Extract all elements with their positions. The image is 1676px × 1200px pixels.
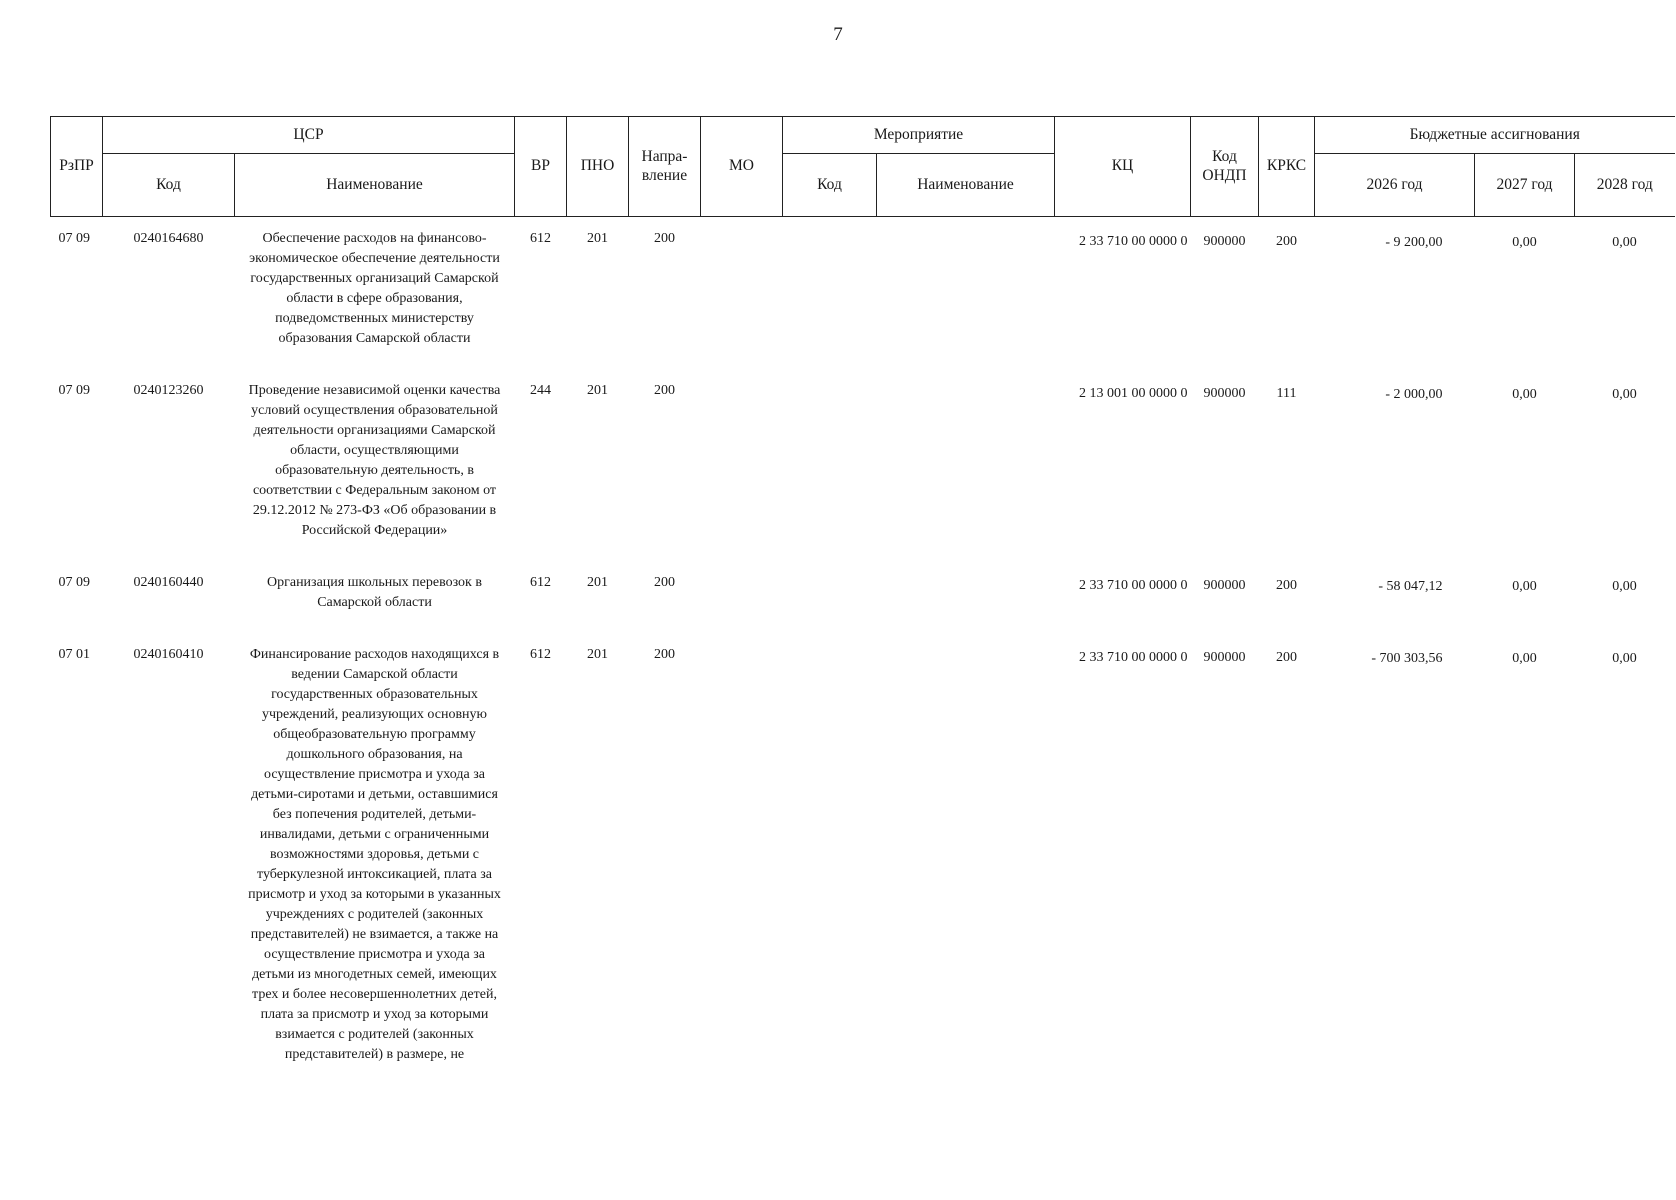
cell-amount-2026: - 58 047,12: [1378, 579, 1443, 594]
cell-pno: 201: [587, 383, 608, 398]
cell-amount-2027: 0,00: [1512, 235, 1537, 250]
cell-ondp: 900000: [1203, 234, 1246, 249]
cell-rzpr: 07 09: [58, 575, 90, 590]
cell-mo: [701, 633, 783, 1065]
cell-csr-code: 0240123260: [133, 383, 204, 398]
header-event-name: Наименование: [877, 154, 1055, 217]
cell-csr-name: Организация школьных перевозок в Самарской области: [267, 575, 482, 610]
cell-csr-name: Обеспечение расходов на финансово-экономическое обеспечение деятельности государственных организаций Самарской области в сфере образования, подведомственных министерству образования Самарской области: [249, 231, 500, 346]
cell-direction: 200: [654, 231, 675, 246]
cell-krks: 111: [1276, 386, 1297, 401]
header-direction: Напра-вление: [629, 117, 701, 217]
cell-csr-code: 0240160410: [133, 647, 204, 662]
cell-event-code: [783, 369, 877, 541]
cell-direction: 200: [654, 647, 675, 662]
header-year-2026: 2026 год: [1315, 154, 1475, 217]
cell-event-code: [783, 561, 877, 613]
cell-amount-2026: - 2 000,00: [1385, 387, 1443, 402]
cell-event-code: [783, 217, 877, 350]
cell-direction: 200: [654, 383, 675, 398]
cell-amount-2028: 0,00: [1612, 387, 1637, 402]
cell-vr: 612: [530, 647, 551, 662]
header-event: Мероприятие: [783, 117, 1055, 154]
cell-mo: [701, 217, 783, 350]
header-csr-code: Код: [103, 154, 235, 217]
cell-kc: 2 33 710 00 0000 0: [1079, 234, 1188, 249]
cell-ondp: 900000: [1203, 578, 1246, 593]
table-row: [51, 217, 1675, 350]
cell-mo: [701, 561, 783, 613]
table-body: [51, 217, 1675, 1066]
cell-event-name: [877, 633, 1055, 1065]
table-header: [51, 117, 1675, 217]
cell-kc: 2 13 001 00 0000 0: [1079, 386, 1188, 401]
cell-kc: 2 33 710 00 0000 0: [1079, 650, 1188, 665]
cell-rzpr: 07 09: [58, 383, 90, 398]
cell-rzpr: 07 01: [58, 647, 90, 662]
header-ondp: Код ОНДП: [1191, 117, 1259, 217]
header-csr: ЦСР: [103, 117, 515, 154]
cell-krks: 200: [1276, 578, 1297, 593]
cell-event-name: [877, 217, 1055, 350]
cell-krks: 200: [1276, 234, 1297, 249]
cell-amount-2028: 0,00: [1612, 579, 1637, 594]
cell-mo: [701, 369, 783, 541]
page-number: 7: [833, 24, 843, 45]
cell-csr-name: Финансирование расходов находящихся в ведении Самарской области государственных образовательных учреждений, реализующих основную общеобразовательную программу дошкольного образования, на осуществление присмотра и ухода за детьми-сиротами и детьми, оставшимися без попечения родителей, детьми-инвалидами, детьми с ограниченными возможностями здоровья, детьми с туберкулезной интоксикацией, плата за присмотр и уход за которыми в указанных учреждениях с родителей (законных представителей) не взимается, а также на осуществление присмотра и ухода за детьми из многодетных семей, имеющих трех и более несовершеннолетних детей, плата за присмотр и уход за которыми взимается с родителей (законных представителей) в размере, не: [248, 647, 501, 1062]
cell-vr: 612: [530, 575, 551, 590]
table-row: [51, 369, 1675, 541]
cell-krks: 200: [1276, 650, 1297, 665]
budget-table: [50, 116, 1675, 1065]
header-year-2028: 2028 год: [1575, 154, 1675, 217]
cell-amount-2027: 0,00: [1512, 579, 1537, 594]
cell-ondp: 900000: [1203, 386, 1246, 401]
header-pno: ПНО: [567, 117, 629, 217]
table-row: [51, 561, 1675, 613]
cell-event-name: [877, 561, 1055, 613]
cell-kc: 2 33 710 00 0000 0: [1079, 578, 1188, 593]
cell-vr: 244: [530, 383, 551, 398]
table-row: [51, 633, 1675, 1065]
header-year-2027: 2027 год: [1475, 154, 1575, 217]
cell-ondp: 900000: [1203, 650, 1246, 665]
cell-vr: 612: [530, 231, 551, 246]
header-csr-name: Наименование: [235, 154, 515, 217]
cell-csr-name: Проведение независимой оценки качества условий осуществления образовательной деятельности организациями Самарской области, осуществляющими образовательную деятельность, в соответствии с Федеральным законом от 29.12.2012 № 273-ФЗ «Об образовании в Российской Федерации»: [248, 383, 501, 538]
cell-pno: 201: [587, 231, 608, 246]
cell-rzpr: 07 09: [58, 231, 90, 246]
cell-amount-2026: - 700 303,56: [1371, 651, 1443, 666]
header-mo: МО: [701, 117, 783, 217]
cell-event-name: [877, 369, 1055, 541]
header-allocations: Бюджетные ассигнования: [1315, 117, 1675, 154]
cell-amount-2027: 0,00: [1512, 651, 1537, 666]
cell-amount-2027: 0,00: [1512, 387, 1537, 402]
cell-pno: 201: [587, 647, 608, 662]
cell-csr-code: 0240164680: [133, 231, 204, 246]
header-vr: ВР: [515, 117, 567, 217]
header-event-code: Код: [783, 154, 877, 217]
cell-direction: 200: [654, 575, 675, 590]
header-krks: КРКС: [1259, 117, 1315, 217]
cell-amount-2026: - 9 200,00: [1385, 235, 1443, 250]
cell-amount-2028: 0,00: [1612, 651, 1637, 666]
cell-amount-2028: 0,00: [1612, 235, 1637, 250]
header-rzpr: РзПР: [51, 117, 103, 217]
cell-pno: 201: [587, 575, 608, 590]
cell-csr-code: 0240160440: [133, 575, 204, 590]
header-kc: КЦ: [1055, 117, 1191, 217]
cell-event-code: [783, 633, 877, 1065]
